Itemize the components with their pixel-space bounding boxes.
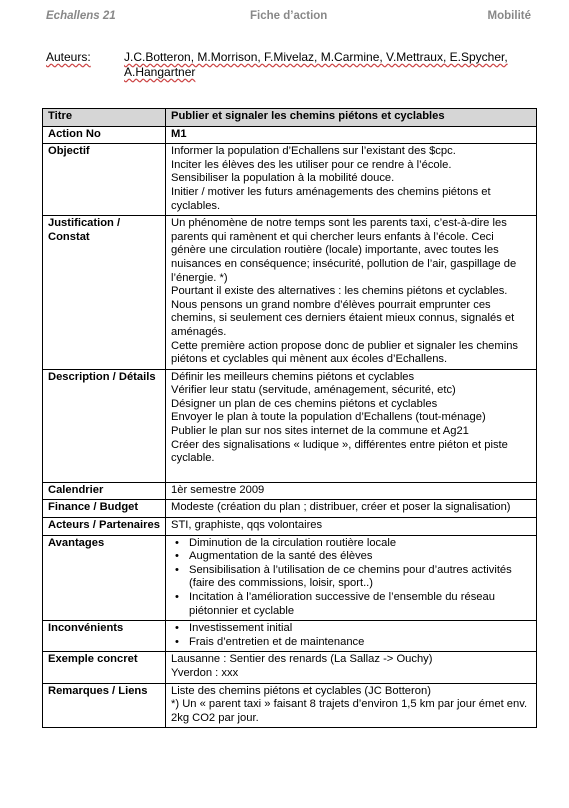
list-item: • Diminution de la circulation routière locale (189, 537, 531, 551)
objectif-line: Informer la population d’Echallens sur l’existant des $cpc. (171, 145, 456, 158)
acteurs-value: STI, graphiste, qqs volontaires (166, 518, 537, 536)
justification-label: Justification / Constat (43, 216, 166, 370)
exemple-label: Exemple concret (43, 652, 166, 683)
finance-value: Modeste (création du plan ; distribuer, créer et poser la signalisation) (166, 500, 537, 518)
table-row (43, 369, 537, 482)
objectif-label: Objectif (43, 144, 166, 216)
action-value: M1 (166, 126, 537, 144)
table-row (43, 518, 537, 536)
table-row (43, 621, 537, 652)
avantages-list (171, 537, 531, 619)
action-table (42, 108, 537, 728)
description-line: Vérifier leur statu (servitude, aménagement, sécurité, etc) (171, 384, 456, 397)
table-row (43, 683, 537, 728)
justification-paragraph: Cette première action propose donc de publier et signaler les chemins piétons et cyclables qui mènent aux écoles d’Echallens. (171, 339, 519, 366)
finance-label: Finance / Budget (43, 500, 166, 518)
inconvenients-list (171, 622, 531, 649)
justification-paragraph: Un phénomène de notre temps sont les parents taxi, c’est-à-dire les parents qui ramènent et qui chercher leurs enfants à l’école. Ceci génère une circulation routière (locale) importante, avec toutes les nuisances en conséquence; insécurité, pollution de l’air, gaspillage de l’énergie. *) (171, 217, 517, 284)
authors-label: Auteurs: (46, 50, 91, 64)
list-item: • Frais d’entretien et de maintenance (189, 636, 531, 650)
objectif-line: Inciter les élèves des les utiliser pour ce rendre à l’école. (171, 158, 452, 171)
action-label: Action No (43, 126, 166, 144)
table-row (43, 500, 537, 518)
acteurs-label: Acteurs / Partenaires (43, 518, 166, 536)
list-item: • Sensibilisation à l’utilisation de ce chemins pour d’autres activités (faire des commissions, loisir, sport..) (189, 564, 531, 591)
header-left: Echallens 21 (46, 10, 116, 22)
exemple-line: Yverdon : xxx (171, 666, 239, 679)
objectif-line: Sensibiliser la population à la mobilité douce. (171, 172, 395, 185)
exemple-cell (166, 652, 537, 683)
authors-names: J.C.Botteron, M.Morrison, F.Mivelaz, M.Carmine, V.Mettraux, E.Spycher, A.Hangartner (124, 50, 508, 79)
header-center: Fiche d’action (250, 10, 328, 22)
description-label: Description / Détails (43, 369, 166, 482)
description-cell (166, 369, 537, 482)
list-item: • Investissement initial (189, 622, 531, 636)
objectif-line: Initier / motiver les futurs aménagements des chemins piétons et cyclables. (171, 185, 491, 212)
description-line: Définir les meilleurs chemins piétons et cyclables (171, 370, 415, 383)
table-row (43, 126, 537, 144)
exemple-line: Lausanne : Sentier des renards (La Sallaz -> Ouchy) (171, 653, 433, 666)
objectif-cell (166, 144, 537, 216)
table-row (43, 482, 537, 500)
inconvenients-cell (166, 621, 537, 652)
title-label: Titre (43, 109, 166, 127)
avantages-cell (166, 535, 537, 621)
description-line: Créer des signalisations « ludique », différentes entre piéton et piste cyclable. (171, 438, 508, 465)
table-row (43, 144, 537, 216)
table-row (43, 535, 537, 621)
avantages-label: Avantages (43, 535, 166, 621)
list-item: • Augmentation de la santé des élèves (189, 550, 531, 564)
table-row (43, 109, 537, 127)
justification-cell (166, 216, 537, 370)
remarques-label: Remarques / Liens (43, 683, 166, 728)
justification-paragraph: Pourtant il existe des alternatives : les chemins piétons et cyclables. Nous pensons un grand nombre d’élèves pourrait emprunter ces chemins, si seulement ces derniers étaient mieux connus, signalés et aménagés. (171, 285, 515, 338)
remarques-line: *) Un « parent taxi » faisant 8 trajets d’environ 1,5 km par jour émet env. 2kg CO2 par jour. (171, 698, 528, 724)
remarques-cell (166, 683, 537, 728)
description-line: Publier le plan sur nos sites internet de la commune et Ag21 (171, 425, 469, 438)
header-right: Mobilité (487, 10, 531, 22)
description-line: Désigner un plan de ces chemins piétons et cyclables (171, 397, 438, 410)
inconvenients-label: Inconvénients (43, 621, 166, 652)
calendrier-label: Calendrier (43, 482, 166, 500)
title-value: Publier et signaler les chemins piétons et cyclables (166, 109, 537, 127)
list-item: • Incitation à l’amélioration successive de l’ensemble du réseau piétonnier et cyclable (189, 591, 531, 618)
description-line: Envoyer le plan à toute la population d’Echallens (tout-ménage) (171, 411, 486, 424)
table-row (43, 216, 537, 370)
calendrier-value: 1èr semestre 2009 (166, 482, 537, 500)
remarques-line: Liste des chemins piétons et cyclables (JC Botteron) (171, 684, 431, 697)
table-row (43, 652, 537, 683)
